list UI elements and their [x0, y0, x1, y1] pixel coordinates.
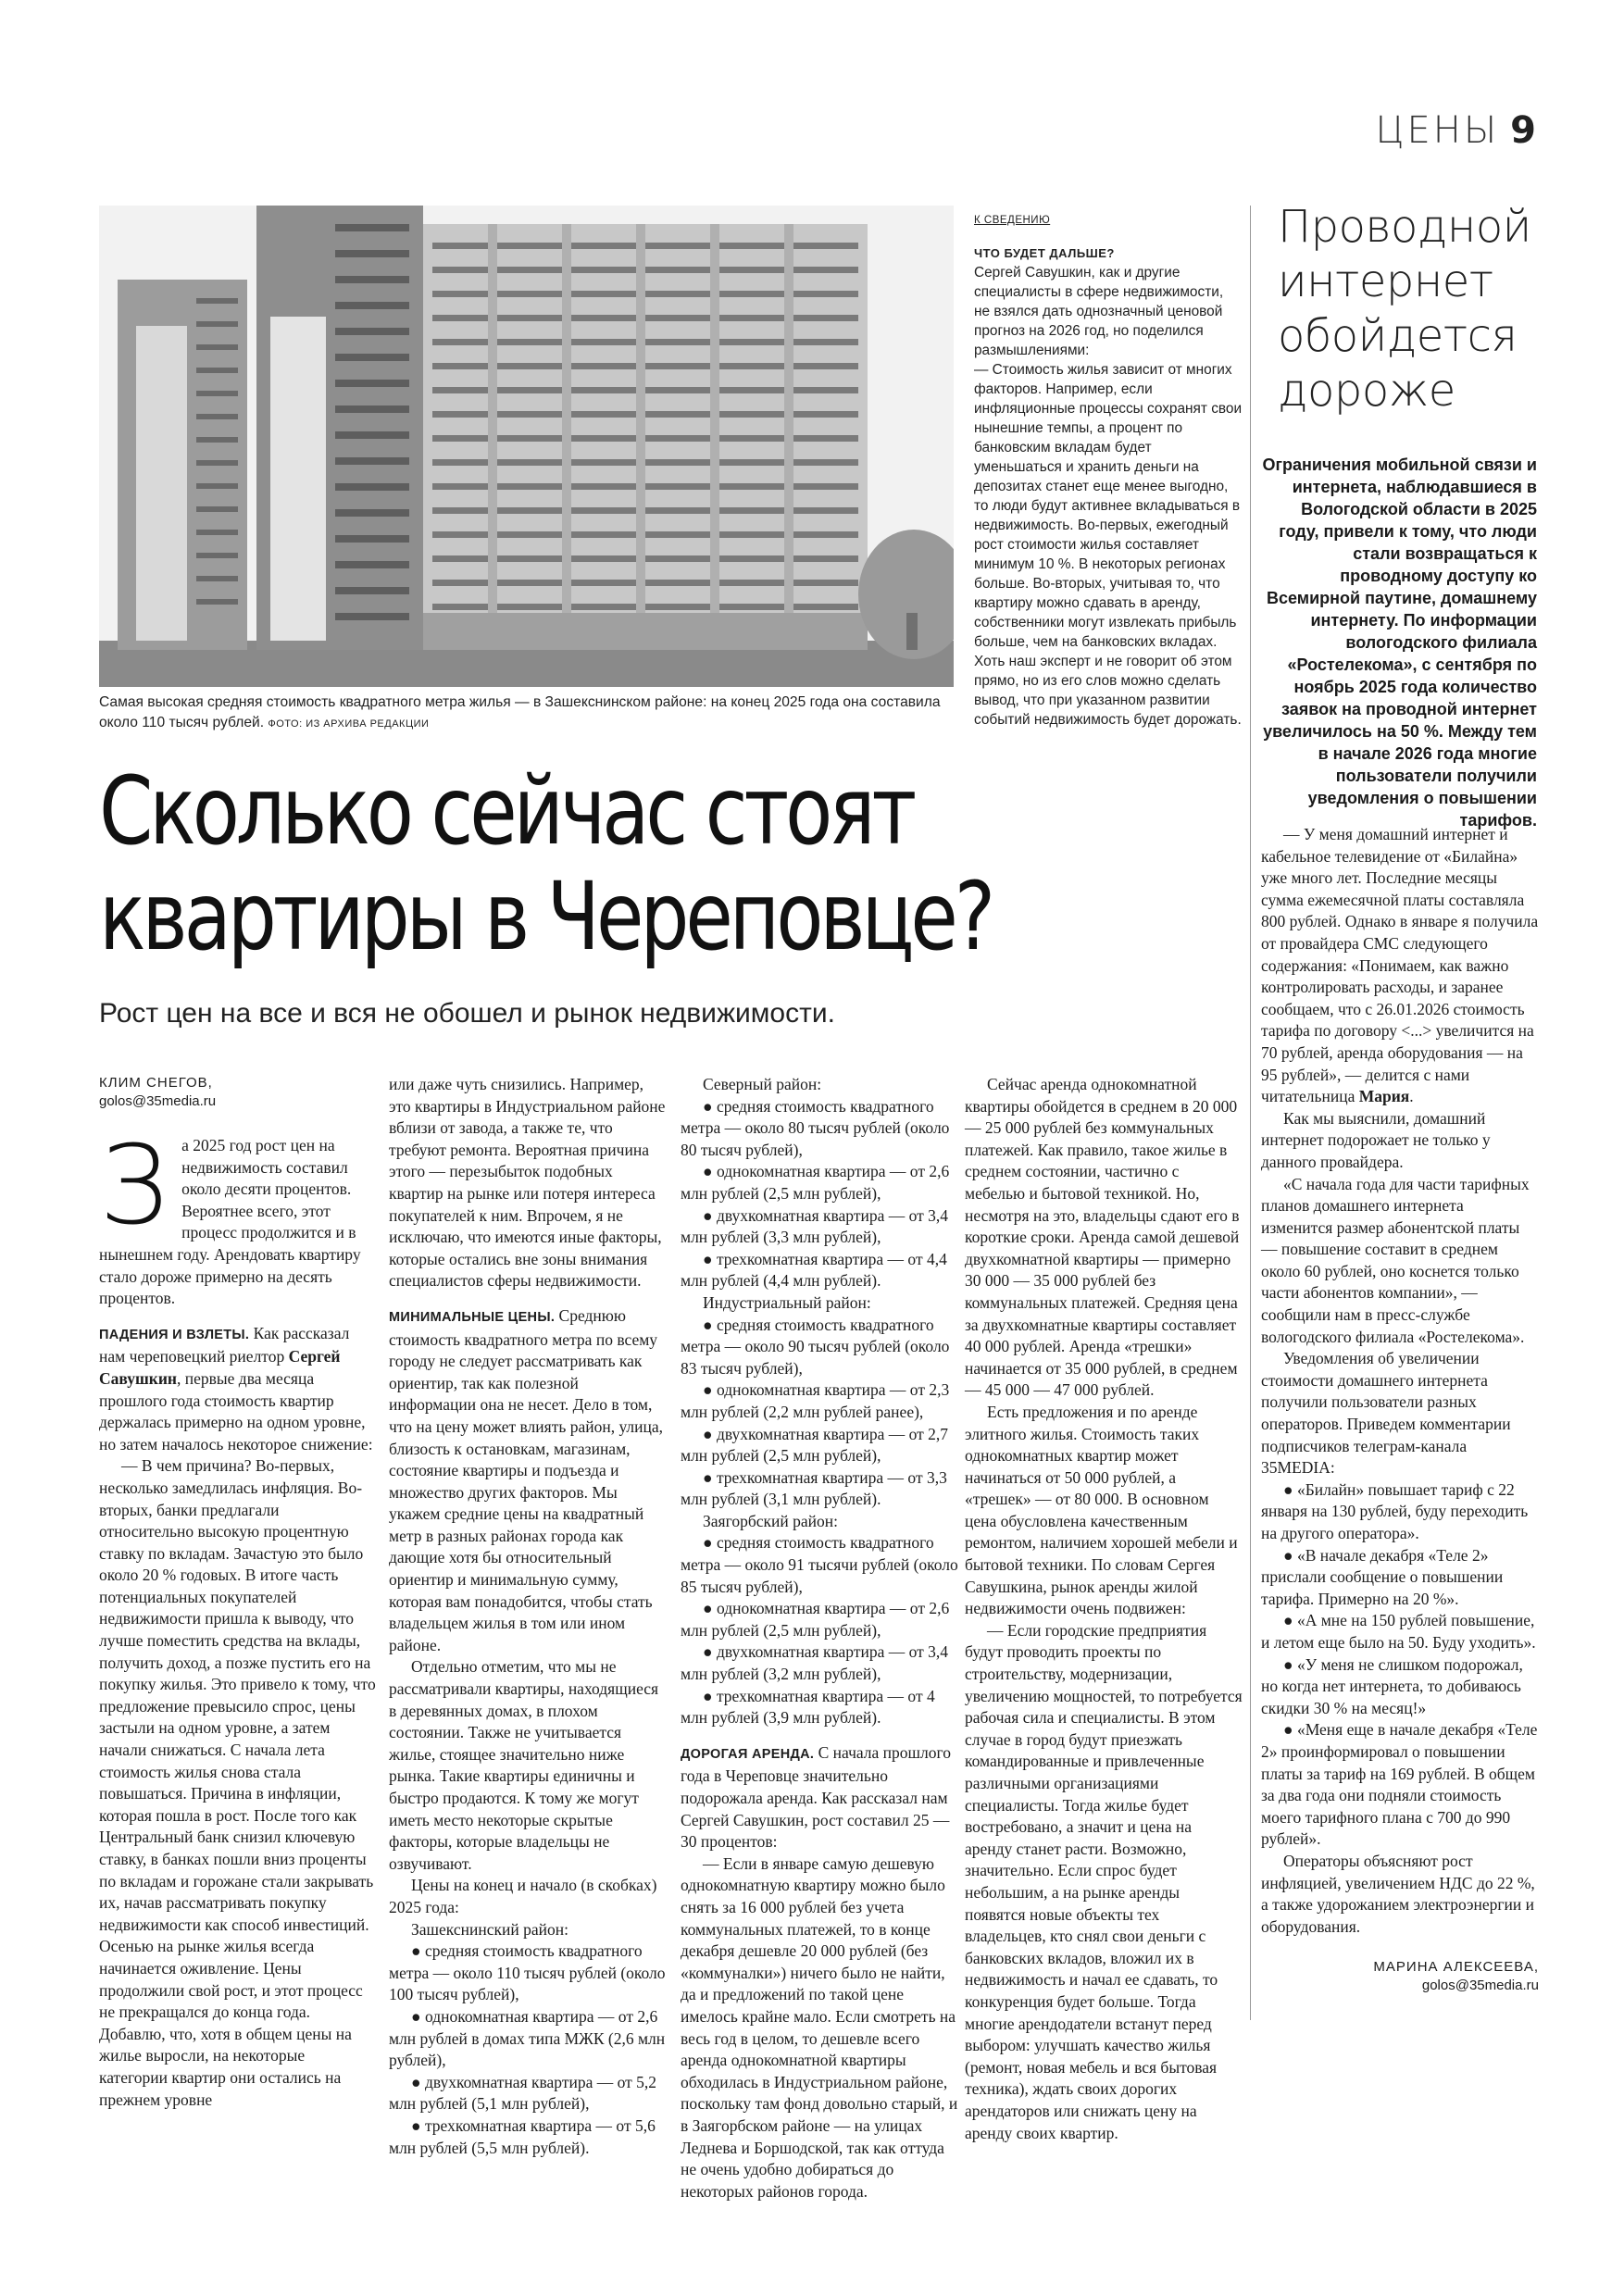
price-item: ● трехкомнатная квартира — от 4 млн рублей (3,9 млн рублей).	[681, 1686, 935, 1728]
body-paragraph: — Если городские предприятия будут проводить проекты по строительству, модернизации, увеличению мощностей, то потребуется рабочая сила и специалисты. В этом случае в город будут приезжать командированные и привлеченные различными организациями специалисты. Тогда жилье будет востребовано, а значит и цена на аренду станет расти. Возможно, значительно. Если спрос будет небольшим, а на рынке аренды появятся новые объекты тех владельцев, кто снял свои деньги с банковских вкладов, вложил их в недвижимость и начал ее сдавать, то конкуренция будет больше. Тогда многие арендодатели встанут перед выбором: улучшать качество жилья (ремонт, новая мебель и вся бытовая техника), ждать своих дорогих арендаторов или снижать цену на аренду своих квартир.	[965, 1620, 1243, 2142]
price-item: ● трехкомнатная квартира — от 4,4 млн рублей (4,4 млн рублей).	[681, 1249, 947, 1291]
headline-line: обойдется	[1278, 310, 1518, 362]
headline-line: интернет	[1278, 256, 1493, 307]
section-name: ЦЕНЫ	[1375, 109, 1500, 152]
price-item: ● двухкомнатная квартира — от 2,7 млн рублей (2,5 млн рублей),	[681, 1424, 949, 1466]
title-line: Сколько сейчас стоят	[99, 756, 914, 867]
right-article-lead: Ограничения мобильной связи и интернета, наблюдавшиеся в Вологодской области в 2025 году, привели к тому, что люди стали возвращаться к проводному доступу ко Всемирной паутине, домашнему интернету. По информации вологодского филиала «Ростелекома», с сентября по ноябрь 2025 года количество заявок на проводной интернет увеличилось на 50 %. Между тем в начале 2026 года многие пользователи получили уведомления о повышении тарифов.	[1262, 455, 1537, 830]
author-name: КЛИМ СНЕГОВ,	[99, 1075, 213, 1091]
price-item: ● двухкомнатная квартира — от 3,4 млн рублей (3,2 млн рублей),	[681, 1642, 949, 1684]
column-divider	[1250, 206, 1251, 2020]
text-run: — У меня домашний интернет и кабельное телевидение от «Билайна» уже много лет. Последние месяцы сумма ежемесячной платы составляла 800 рублей. Однако в январе я получила от провайдера СМС следующего содержания: «Понимаем, как важно контролировать расходы, и заранее сообщаем, что с 26.01.2026 стоимость тарифа по договору <...> увеличится на 70 рублей, аренда оборудования — на 95 рублей», — делится с нами читательница	[1261, 825, 1539, 1106]
body-paragraph	[99, 1323, 377, 1456]
text-run: , первые два месяца прошлого года стоимость квартир держалась примерно на одном уровне, но затем началось некоторое снижение:	[99, 1368, 373, 1454]
right-article-headline	[1278, 200, 1555, 418]
photo-credit: ФОТО: ИЗ АРХИВА РЕДАКЦИИ	[268, 718, 430, 730]
quote-item: ● «В начале декабря «Теле 2» прислали сообщение о повышении тарифа. Примерно на 20 %».	[1261, 1545, 1504, 1608]
price-item: ● двухкомнатная квартира — от 5,2 млн рублей (5,1 млн рублей),	[389, 2072, 657, 2114]
article-photo	[99, 206, 954, 687]
sidebar-heading: ЧТО БУДЕТ ДАЛЬШЕ?	[974, 246, 1115, 260]
reader-name: Мария	[1358, 1087, 1410, 1106]
body-paragraph: или даже чуть снизились. Например, это квартиры в Индустриальном районе вблизи от завода, а также те, что требуют ремонта. Вероятная причина этого — перезыбыток подобных квартир на рынке или потеря интереса покупателей к ним. Впрочем, я не исключаю, что имеются иные факторы, которые остались вне зоны внимания специалистов сферы недвижимости.	[389, 1075, 666, 1291]
price-item: ● однокомнатная квартира — от 2,6 млн рублей (2,5 млн рублей),	[681, 1162, 950, 1203]
price-item: ● средняя стоимость квадратного метра — около 91 тысячи рублей (около 85 тысяч рублей),	[681, 1533, 958, 1596]
sidebar-paragraph: — Стоимость жилья зависит от многих факторов. Например, если инфляционные процессы сохранят свои нынешние темпы, а процент по банковским вкладам будет уменьшаться и хранить деньги на депозитах станет еще менее выгодно, то люди будут активнее вкладываться в недвижимость. Во-первых, ежегодный рост стоимости жилья составляет минимум 10 %. В некоторых регионах больше. Во-вторых, учитывая то, что квартиру можно сдавать в аренду, собственники могут извлекать прибыль больше, чем на банковских вкладах.	[974, 362, 1243, 650]
photo-caption-text: Самая высокая средняя стоимость квадратного метра жилья — в Зашекснинском районе: на конец 2025 года она составила около 110 тысяч рублей.	[99, 694, 941, 730]
body-paragraph: Операторы объясняют рост инфляцией, увеличением НДС до 22 %, а также удорожанием электроэнергии и оборудования.	[1261, 1851, 1535, 1936]
sidebar-paragraph: Хоть наш эксперт и не говорит об этом прямо, но из его слов можно сделать вывод, что при указанном развитии событий недвижимость будет дорожать.	[974, 654, 1242, 728]
headline-line: дороже	[1278, 365, 1455, 417]
sidebar-box	[974, 211, 1243, 730]
apartment-buildings-image	[99, 206, 954, 687]
page-number: 9	[1510, 109, 1539, 152]
right-article-body	[1261, 824, 1539, 1938]
text-run: С начала прошлого года в Череповце значительно подорожала аренда. Как рассказал нам Сергей Савушкин, рост составил 25 — 30 процентов:	[681, 1742, 951, 1852]
body-paragraph: — В чем причина? Во-первых, несколько замедлилась инфляция. Во-вторых, банки предлагали относительно высокую процентную ставку по вкладам. Зачастую это было около 20 % годовых. В итоге часть потенциальных покупателей недвижимости пришла к выводу, что лучше поместить средства на вклады, получить доход, а позже пустить его на покупку жилья. Это привело к тому, что предложение превысило спрос, цены застыли на одном уровне, а затем начали снижаться. С начала лета стоимость жилья снова стала повышаться. Причина в инфляции, которая пошла в рост. После того как Центральный банк снизил ключевую ставку, в банках пошли вниз проценты по вкладам и горожане стали закрывать их, начав рассматривать покупку недвижимости как способ инвестиций. Осенью на рынке жилья всегда начинается оживление. Цены продолжили свой рост, и этот процесс не прекращался до конца года. Добавлю, что, хотя в общем цены на жилье выросли, на некоторые категории квартир они остались на прежнем уровне	[99, 1456, 376, 2109]
quote-item: ● «А мне на 150 рублей повышение, и летом еще было на 50. Буду уходить».	[1261, 1611, 1536, 1652]
photo-caption	[99, 693, 958, 734]
text-run: .	[1409, 1087, 1414, 1106]
price-item: ● средняя стоимость квадратного метра — около 90 тысяч рублей (около 83 тысяч рублей),	[681, 1315, 950, 1378]
district-name: Зашекснинский район:	[411, 1919, 568, 1939]
sidebar-kicker: К СВЕДЕНИЮ	[974, 215, 1051, 226]
article-column-2	[389, 1074, 667, 2159]
article-subtitle: Рост цен на все и вся не обошел и рынок недвижимости.	[99, 998, 835, 1029]
body-paragraph: Сейчас аренда однокомнатной квартиры обойдется в среднем в 20 000 — 25 000 рублей без коммунальных платежей. Как правило, такое жилье в среднем состоянии, частично с мебелью и бытовой техникой. Но, несмотря на это, владельцы сдают его в короткие сроки. Аренда самой дешевой двухкомнатной квартиры — примерно 30 000 — 35 000 рублей без коммунальных платежей. Средняя цена за двухкомнатные квартиры составляет 40 000 рублей. Аренда «трешки» начинается от 35 000 рублей, в среднем — 45 000 — 47 000 рублей.	[965, 1075, 1240, 1400]
quote-item: ● «Меня еще в начале декабря «Теле 2» проинформировал о повышении платы за тариф на 169 рублей. В общем за два года они подняли стоимость моего тарифного плана с 700 до 990 рублей».	[1261, 1720, 1538, 1849]
price-item: ● однокомнатная квартира — от 2,6 млн рублей в домах типа МЖК (2,6 млн рублей),	[389, 2006, 666, 2070]
article-column-4	[965, 1074, 1243, 2144]
subheading: ПАДЕНИЯ И ВЗЛЕТЫ.	[99, 1327, 250, 1342]
body-paragraph	[1261, 824, 1539, 1108]
author-name: МАРИНА АЛЕКСЕЕВА,	[1373, 1959, 1539, 1975]
text-run: Как рассказал нам череповецкий риелтор	[99, 1323, 350, 1366]
author-email: golos@35media.ru	[1421, 1978, 1539, 1993]
page-header	[1375, 109, 1539, 152]
intro-paragraph: а 2025 год рост цен на недвижимость составил около десяти процентов. Вероятнее всего, этот процесс продолжится и в нынешнем году. Арендовать квартиру стало дороже примерно на десять процентов.	[99, 1136, 361, 1308]
headline-line: Проводной	[1278, 201, 1531, 253]
price-item: ● однокомнатная квартира — от 2,6 млн рублей (2,5 млн рублей),	[681, 1599, 950, 1640]
price-item: ● трехкомнатная квартира — от 3,3 млн рублей (3,1 млн рублей).	[681, 1467, 947, 1509]
district-name: Заягорбский район:	[703, 1511, 838, 1530]
body-paragraph	[389, 1305, 667, 1657]
body-paragraph: — Если в январе самую дешевую однокомнатную квартиру можно было снять за 16 000 рублей без учета коммунальных платежей, то в конце декабря дешевле 20 000 рублей (без «коммуналки») ничего было не найти, да и предложений по такой цене имелось крайне мало. Если смотреть на весь год в целом, то дешевле всего аренда однокомнатной квартиры обходилась в Индустриальном районе, поскольку там фонд довольно старый, и в Заягорбском районе — на улицах Леднева и Боршодской, так как оттуда не очень удобно добираться до некоторых районов города.	[681, 1853, 958, 2201]
title-line: квартиры в Череповце?	[99, 862, 993, 972]
body-paragraph: Как мы выяснили, домашний интернет подорожает не только у данного провайдера.	[1261, 1108, 1491, 1171]
quote-item: ● «Билайн» повышает тариф с 22 января на 130 рублей, буду переходить на другого оператора».	[1261, 1479, 1529, 1542]
body-paragraph	[681, 1742, 958, 1853]
sidebar-paragraph: Сергей Савушкин, как и другие специалисты в сфере недвижимости, не взялся дать однозначный ценовой прогноз на 2026 год, но поделился размышлениями:	[974, 265, 1224, 358]
price-item: ● средняя стоимость квадратного метра — около 80 тысяч рублей (около 80 тысяч рублей),	[681, 1096, 950, 1159]
price-item: ● двухкомнатная квартира — от 3,4 млн рублей (3,3 млн рублей),	[681, 1205, 949, 1247]
article-byline	[99, 1074, 377, 1111]
right-article-byline	[1261, 1958, 1539, 1995]
text-run: Среднюю стоимость квадратного метра по всему городу не следует рассматривать как ориентир, так как полезной информации она не несет. Дело в том, что на цену может влиять район, улица, близость к остановкам, магазинам, состояние квартиры и подъезда и множество других факторов. Мы укажем средние цены на квадратный метр в разных районах города как дающие хотя бы относительный ориентир и минимальную сумму, которая вам понадобится, чтобы стать владельцем жилья в том или ином районе.	[389, 1305, 664, 1654]
article-title	[99, 756, 1033, 972]
district-name: Индустриальный район:	[703, 1292, 871, 1312]
body-paragraph: Уведомления об увеличении стоимости домашнего интернета получили пользователи разных операторов. Приведем комментарии подписчиков телеграм-канала 35MEDIA:	[1261, 1349, 1511, 1478]
subheading: ДОРОГАЯ АРЕНДА.	[681, 1746, 815, 1762]
district-name: Северный район:	[703, 1075, 822, 1093]
body-paragraph: Цены на конец и начало (в скобках) 2025 года:	[389, 1876, 657, 1916]
quote-item: ● «У меня не слишком подорожал, но когда нет интернета, то добиваюсь скидки 30 % на месяц!»	[1261, 1654, 1523, 1717]
article-column-1	[99, 1074, 377, 2111]
article-column-3	[681, 1074, 958, 2202]
body-paragraph: «С начала года для части тарифных планов домашнего интернета изменится размер абонентской платы — повышение составит в среднем около 60 рублей, оно коснется только части абонентов компании», — сообщили нам в пресс-службе вологодского филиала «Ростелекома».	[1261, 1174, 1530, 1346]
body-paragraph: Отдельно отметим, что мы не рассматривали квартиры, находящиеся в деревянных домах, в плохом состоянии. Также не учитывается жилье, стоящее значительно ниже рынка. Такие квартиры единичны и быстро продаются. К тому же могут иметь место некоторые скрытые факторы, которые владельцы не озвучивают.	[389, 1657, 659, 1873]
price-item: ● однокомнатная квартира — от 2,3 млн рублей (2,2 млн рублей ранее),	[681, 1380, 950, 1421]
price-item: ● трехкомнатная квартира — от 5,6 млн рублей (5,5 млн рублей).	[389, 2115, 656, 2157]
author-email: golos@35media.ru	[99, 1093, 217, 1109]
body-paragraph: Есть предложения и по аренде элитного жилья. Стоимость таких однокомнатных квартир может начинаться от 50 000 рублей, а «трешек» — от 80 000. В основном цена обусловлена качественным ремонтом, наличием хорошей мебели и бытовой техники. По словам Сергея Савушкина, рынок аренды жилой недвижимости очень подвижен:	[965, 1402, 1238, 1618]
drop-cap: З	[99, 1121, 169, 1249]
expert-name: Сергей Савушкин	[99, 1347, 341, 1388]
price-item: ● средняя стоимость квадратного метра — около 110 тысяч рублей (около 100 тысяч рублей),	[389, 1941, 666, 2004]
subheading: МИНИМАЛЬНЫЕ ЦЕНЫ.	[389, 1309, 556, 1325]
